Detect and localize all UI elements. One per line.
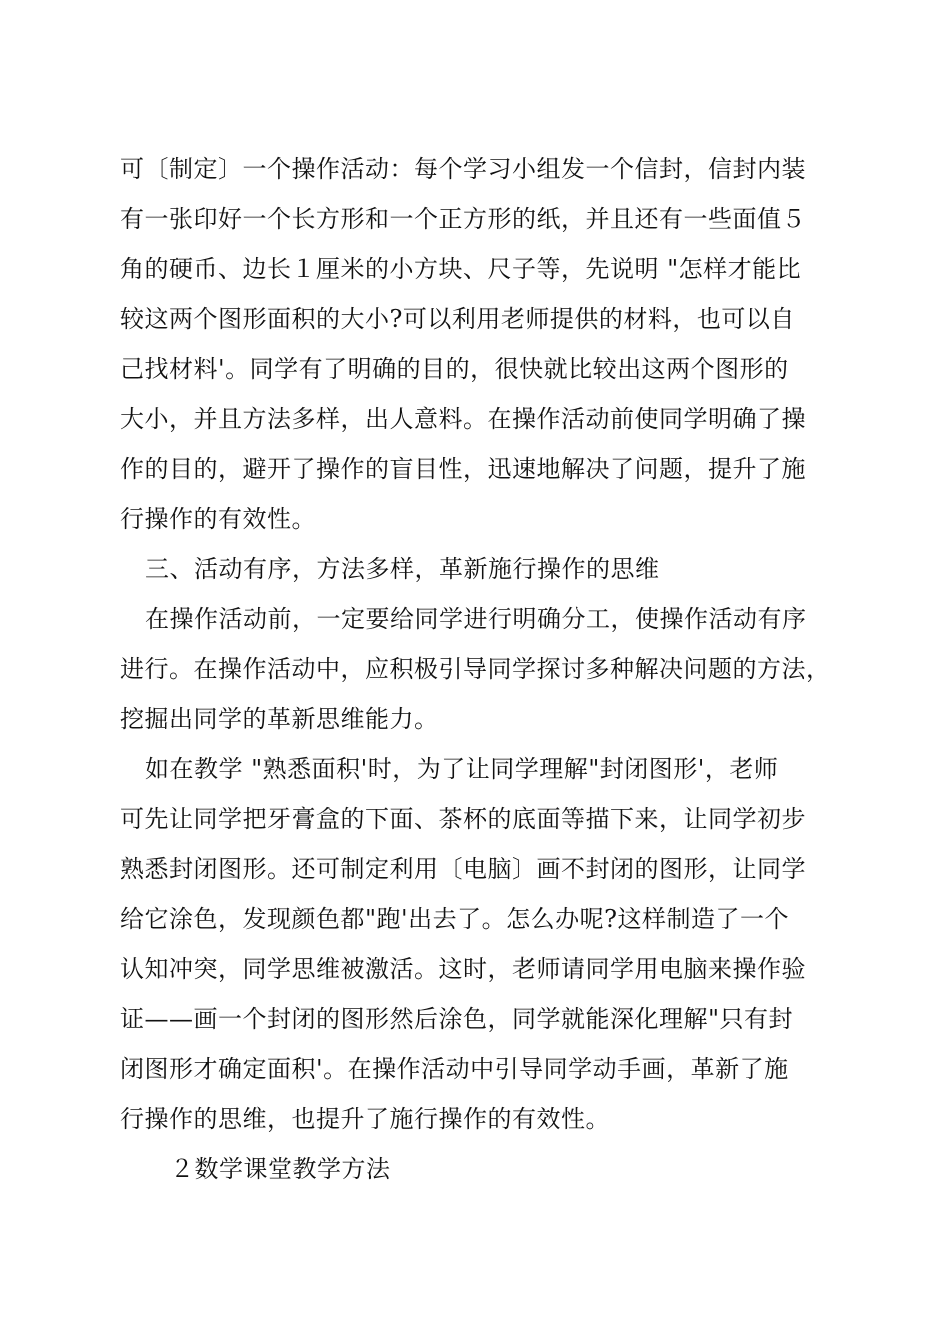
paragraph-line: 挖掘出同学的革新思维能力。 [120,705,439,733]
paragraph-line: 行操作的有效性。 [120,505,316,533]
paragraph-line: 给它涂色，发现颜色都"跑'出去了。怎么办呢?这样制造了一个 [120,905,790,933]
paragraph-line: 认知冲突，同学思维被激活。这时，老师请同学用电脑来操作验 [120,955,806,983]
paragraph-line: 作的目的，避开了操作的盲目性，迅速地解决了问题，提升了施 [120,455,806,483]
paragraph-line: 熟悉封闭图形。还可制定利用〔电脑〕画不封闭的图形，让同学 [120,855,806,883]
paragraph-line: 在操作活动前，一定要给同学进行明确分工，使操作活动有序 [145,605,807,633]
paragraph-line: 闭图形才确定面积'。在操作活动中引导同学动手画，革新了施 [120,1055,789,1083]
paragraph-line: 有一张印好一个长方形和一个正方形的纸，并且还有一些面值５ [120,205,806,233]
paragraph-line: 较这两个图形面积的大小?可以利用老师提供的材料，也可以自 [120,305,795,333]
paragraph-line: 如在教学 "熟悉面积'时，为了让同学理解"封闭图形'，老师 [145,755,779,783]
paragraph-line: 证——画一个封闭的图形然后涂色，同学就能深化理解"只有封 [120,1005,794,1033]
paragraph-line: 己找材料'。同学有了明确的目的，很快就比较出这两个图形的 [120,355,789,383]
section-heading: 三、活动有序，方法多样，革新施行操作的思维 [145,555,660,583]
paragraph-line: 行操作的思维，也提升了施行操作的有效性。 [120,1105,610,1133]
paragraph-line: 大小，并且方法多样，出人意料。在操作活动前使同学明确了操 [120,405,806,433]
section-title: ２数学课堂教学方法 [170,1155,391,1183]
paragraph-line: 进行。在操作活动中，应积极引导同学探讨多种解决问题的方法， [120,655,831,683]
paragraph-line: 可先让同学把牙膏盒的下面、茶杯的底面等描下来，让同学初步 [120,805,806,833]
paragraph-line: 角的硬币、边长１厘米的小方块、尺子等，先说明 "怎样才能比 [120,255,802,283]
paragraph-line: 可〔制定〕一个操作活动：每个学习小组发一个信封，信封内装 [120,155,806,183]
